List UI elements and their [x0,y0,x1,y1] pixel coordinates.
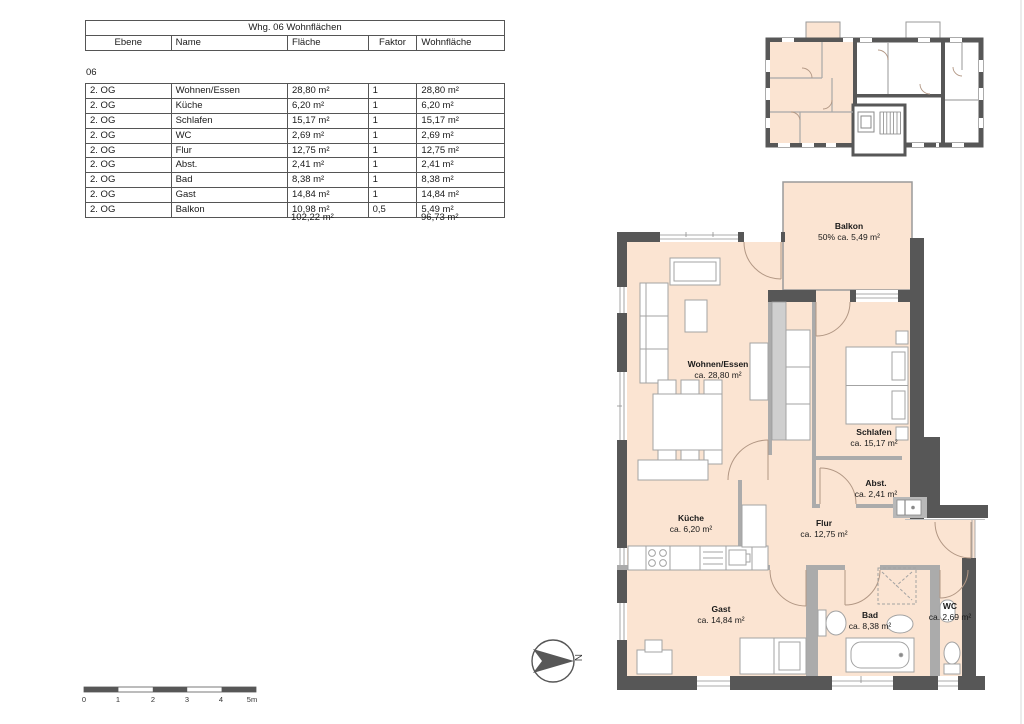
cell-flaeche: 28,80 m² [287,84,368,98]
scale-label-1: 1 [115,695,121,704]
cell-ebene: 2. OG [90,114,116,126]
scale-label-4: 4 [218,695,224,704]
cell-name: Balkon [171,203,287,217]
window-left-2 [617,372,627,440]
window-schlafen [856,290,898,302]
overview-divider-left [853,40,857,106]
cell-ebene: 2. OG [90,204,116,216]
sofa [640,283,668,383]
room-label-kueche: Küche ca. 6,20 m² [669,513,713,534]
scale-label-0: 0 [81,695,87,704]
cell-flaeche: 12,75 m² [287,144,368,158]
cell-name: Bad [171,173,287,187]
room-label-gast: Gast ca. 14,84 m² [697,604,745,625]
cell-name: Küche [171,99,287,113]
window-bottom-bad [832,676,893,690]
cell-wohnflaeche: 8,38 m² [416,173,504,187]
overview-middle-wall [857,94,945,98]
group-label: 06 [86,67,97,78]
cell-name: Schlafen [171,114,287,128]
duct-shaft [772,302,786,440]
tall-cabinet [742,505,766,547]
window-bottom-gast [697,676,730,690]
shelf [750,343,768,400]
cell-flaeche: 6,20 m² [287,99,368,113]
cell-flaeche: 2,69 m² [287,129,368,143]
chair [645,640,662,652]
cell-faktor: 1 [368,99,417,113]
overview-stair-treads [880,112,900,134]
cell-name: Flur [171,144,287,158]
cell-name: Wohnen/Essen [171,84,287,98]
hall-wardrobe [786,330,810,440]
overview-balcony-highlight [806,22,840,40]
cell-faktor: 1 [368,173,417,187]
cell-ebene: 2. OG [90,85,116,96]
nightstand [896,427,908,440]
window-bottom-wc [938,676,958,690]
cell-faktor: 1 [368,129,417,143]
cell-faktor: 1 [368,84,417,98]
room-label-flur: Flur ca. 12,75 m² [800,518,848,539]
scale-label-2: 2 [150,695,156,704]
north-arrow [532,640,583,682]
nightstand [896,331,908,344]
room-label-wohnen: Wohnen/Essen ca. 28,80 m² [687,359,749,380]
overview-unit-06 [770,42,855,143]
cell-flaeche: 8,38 m² [287,173,368,187]
cell-faktor: 1 [368,158,417,172]
cell-faktor: 1 [368,144,417,158]
entry-bay-floor [962,520,975,560]
cell-name: Abst. [171,158,287,172]
cell-wohnflaeche: 2,41 m² [416,158,504,172]
cell-wohnflaeche: 2,69 m² [416,129,504,143]
scale-label-3: 3 [184,695,190,704]
table-title: Whg. 06 Wohnflächen [86,21,504,36]
scale-label-5: 5m [246,695,258,704]
overview-balcony-right [906,22,940,40]
room-label-abst: Abst. ca. 2,41 m² [854,478,898,499]
cell-wohnflaeche: 12,75 m² [416,144,504,158]
cell-faktor: 0,5 [368,203,417,217]
cell-ebene: 2. OG [90,189,116,201]
col-faktor: Faktor [368,36,417,50]
total-wohnflaeche: 96,73 m² [421,212,459,223]
window-left-4 [617,603,627,640]
toilet-bad [818,610,846,636]
cell-ebene: 2. OG [90,129,116,141]
cell-faktor: 1 [368,114,417,128]
kitchen-counter [628,546,768,570]
cell-ebene: 2. OG [90,99,116,111]
room-label-schlafen: Schlafen ca. 15,17 m² [850,427,898,448]
double-bed [846,347,908,424]
sideboard [670,258,720,285]
cell-ebene: 2. OG [90,174,116,186]
kitchen-island [638,460,708,480]
room-label-bad: Bad ca. 8,38 m² [848,610,892,631]
col-wohnflaeche: Wohnfläche [416,36,504,50]
window-top-living [660,232,738,242]
cell-ebene: 2. OG [90,159,116,171]
cell-wohnflaeche: 6,20 m² [416,99,504,113]
cell-faktor: 1 [368,188,417,202]
north-label: N [572,654,583,662]
cell-flaeche: 15,17 m² [287,114,368,128]
room-label-wc: WC ca. 2,69 m² [928,601,972,622]
col-flaeche: Fläche [287,36,368,50]
dining-set [653,380,722,464]
toilet-wc [944,642,960,674]
cell-name: WC [171,129,287,143]
cell-ebene: 2. OG [90,144,116,156]
total-flaeche: 102,22 m² [291,212,334,223]
cell-flaeche: 10,98 m² [287,203,368,217]
cell-flaeche: 2,41 m² [287,158,368,172]
col-ebene: Ebene [114,37,143,48]
overview-plan [766,22,983,155]
cell-wohnflaeche: 5,49 m² [416,203,504,217]
cell-wohnflaeche: 15,17 m² [416,114,504,128]
desk [637,650,672,674]
cell-wohnflaeche: 14,84 m² [416,188,504,202]
door-knob [911,506,915,510]
col-name: Name [171,36,287,50]
room-label-balkon: Balkon 50% ca. 5,49 m² [818,221,880,242]
coffee-table [685,300,707,332]
entry-door-block [893,497,927,518]
bathtub [846,638,914,672]
cell-flaeche: 14,84 m² [287,188,368,202]
window-left-1 [617,287,627,313]
cell-wohnflaeche: 28,80 m² [416,84,504,98]
scale-bar [84,687,256,692]
guest-bed [740,638,806,674]
cell-name: Gast [171,188,287,202]
overview-divider-right [941,40,945,145]
